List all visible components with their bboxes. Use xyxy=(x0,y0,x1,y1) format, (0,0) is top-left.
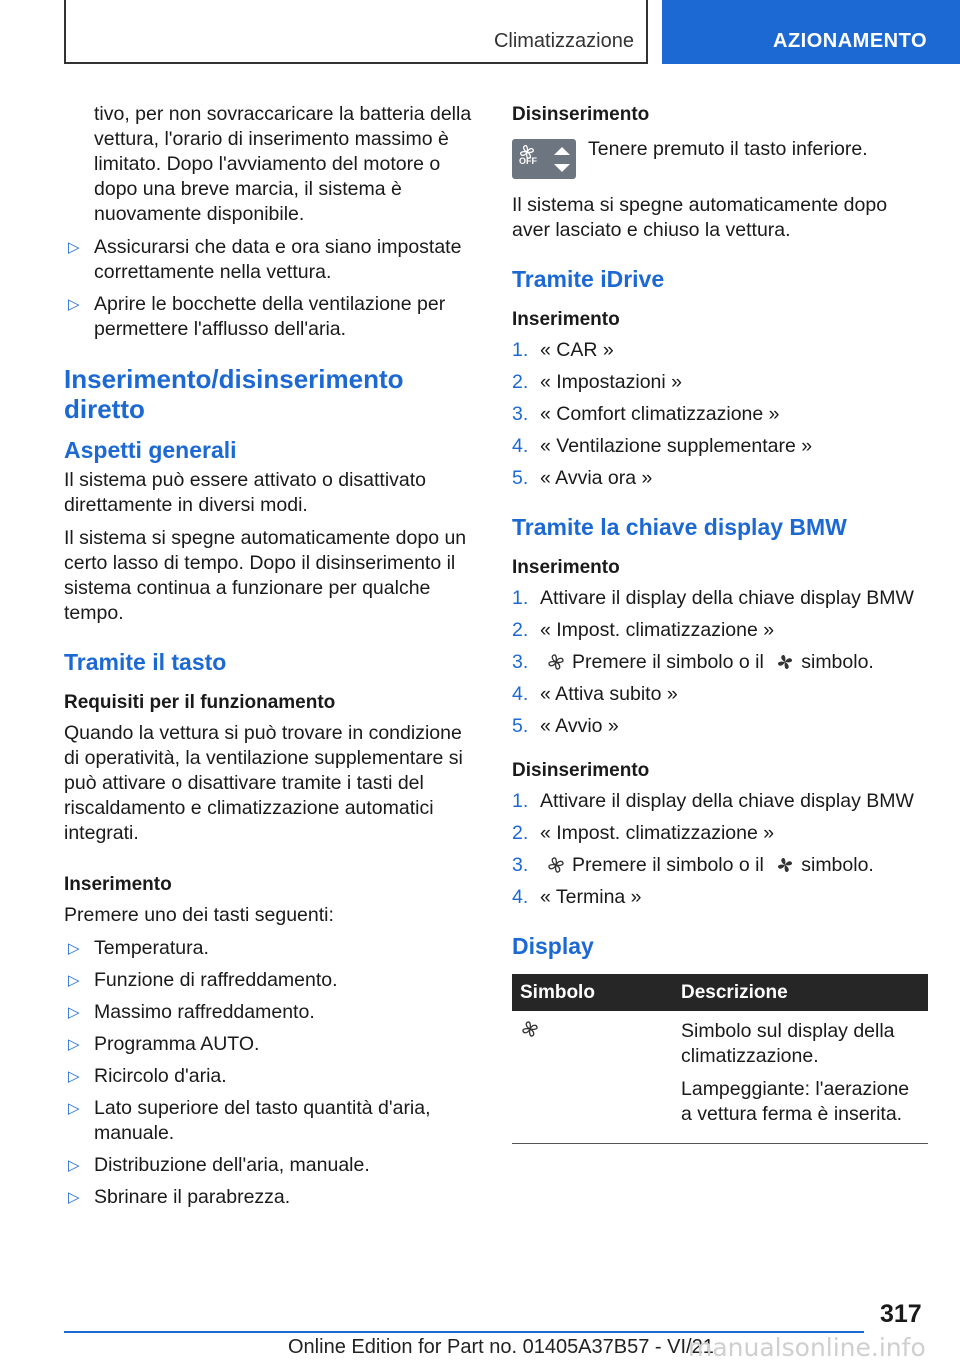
triangle-bullet-icon: ▷ xyxy=(68,239,80,256)
list-item: ▷ Distribuzione dell'aria, manuale. xyxy=(68,1154,370,1176)
list-item: ▷ Programma AUTO. xyxy=(68,1033,260,1055)
symbol-table xyxy=(512,974,928,1144)
triangle-bullet-icon: ▷ xyxy=(68,1004,80,1021)
arrow-up-icon xyxy=(554,147,570,155)
heading-display: Display xyxy=(512,933,594,959)
table-cell-description: Simbolo sul display della climatizzazione. Lampeggiante: l'aerazione a vettura ferma è inserita. xyxy=(673,1011,928,1144)
heading-key-on: Inserimento xyxy=(512,557,620,578)
key-off-steps xyxy=(512,789,928,910)
list-item: 3. Premere il simbolo o il simbolo. xyxy=(512,651,874,673)
key-on-steps xyxy=(512,586,928,739)
heading-switch-on: Inserimento xyxy=(64,874,172,895)
triangle-bullet-icon: ▷ xyxy=(68,1036,80,1053)
list-item: 4. « Attiva subito » xyxy=(512,683,678,705)
heading-general: Aspetti generali xyxy=(64,437,237,463)
requirements-list xyxy=(64,235,480,342)
list-item: ▷ Lato superiore del tasto quantità d'aria, manuale. xyxy=(68,1097,431,1144)
general-paragraph-1: Il sistema può essere attivato o disattivato direttamente in diversi modi. xyxy=(64,469,427,516)
table-cell-symbol xyxy=(512,1011,673,1144)
list-item: 1. « CAR » xyxy=(512,339,614,361)
switch-off-paragraph: Il sistema si spegne automaticamente dopo aver lasciato e chiuso la vettura. xyxy=(512,194,888,241)
fan-off-button-icon xyxy=(512,139,576,179)
list-item: 4. « Termina » xyxy=(512,886,642,908)
list-item: 2. « Impostazioni » xyxy=(512,371,682,393)
off-label: OFF xyxy=(519,156,537,166)
arrow-down-icon xyxy=(554,164,570,172)
list-item: 2. « Impost. climatizzazione » xyxy=(512,619,775,641)
triangle-bullet-icon: ▷ xyxy=(68,296,80,313)
off-key-text: Tenere premuto il tasto inferiore. xyxy=(588,138,868,160)
idrive-steps xyxy=(512,338,928,491)
fan-filled-icon xyxy=(775,855,795,875)
triangle-bullet-icon: ▷ xyxy=(68,1068,80,1085)
table-row xyxy=(512,1011,928,1144)
keys-list xyxy=(64,936,480,1210)
list-item: 3. Premere il simbolo o il simbolo. xyxy=(512,854,874,876)
list-item: ▷ Sbrinare il parabrezza. xyxy=(68,1186,291,1208)
intro-paragraph: tivo, per non sovraccaricare la batteria della vettura, l'orario di inserimento massimo è limitato. Dopo l'avviamento del motore o dopo una breve marcia, il sistema è nuovamente disponibile. xyxy=(94,103,472,225)
list-item: 4. « Ventilazione supplementare » xyxy=(512,435,813,457)
list-item: 2. « Impost. climatizzazione » xyxy=(512,822,775,844)
heading-direct: Inserimento/disinserimento diretto xyxy=(64,364,404,424)
fan-icon xyxy=(520,1019,540,1039)
list-item: 5. « Avvia ora » xyxy=(512,467,653,489)
list-item: 5. « Avvio » xyxy=(512,715,619,737)
triangle-bullet-icon: ▷ xyxy=(68,1157,80,1174)
fan-filled-icon xyxy=(775,652,795,672)
footer-edition: Online Edition for Part no. 01405A37B57 - VI/21 xyxy=(288,1336,714,1358)
heading-key-off: Disinserimento xyxy=(512,760,650,781)
fan-icon xyxy=(546,652,566,672)
heading-display-key: Tramite la chiave display BMW xyxy=(512,514,847,540)
fan-icon xyxy=(546,855,566,875)
triangle-bullet-icon: ▷ xyxy=(68,1189,80,1206)
heading-idrive-on: Inserimento xyxy=(512,309,620,330)
list-item: ▷ Assicurarsi che data e ora siano impostate correttamente nella vettura. xyxy=(68,236,462,283)
triangle-bullet-icon: ▷ xyxy=(68,940,80,957)
list-item: 3. « Comfort climatizzazione » xyxy=(512,403,780,425)
list-item: ▷ Ricircolo d'aria. xyxy=(68,1065,227,1087)
list-item: ▷ Temperatura. xyxy=(68,937,209,959)
page-number: 317 xyxy=(880,1300,922,1328)
heading-idrive: Tramite iDrive xyxy=(512,266,665,292)
left-column xyxy=(64,102,480,1217)
heading-button: Tramite il tasto xyxy=(64,649,227,675)
right-column xyxy=(512,102,928,1144)
list-item: ▷ Aprire le bocchette della ventilazione per permettere l'afflusso dell'aria. xyxy=(68,293,446,340)
list-item: 1. Attivare il display della chiave display BMW xyxy=(512,790,914,812)
header-chapter-title: AZIONAMENTO xyxy=(773,30,928,52)
triangle-bullet-icon: ▷ xyxy=(68,972,80,989)
list-item: 1. Attivare il display della chiave display BMW xyxy=(512,587,914,609)
table-header-description: Descrizione xyxy=(673,974,928,1011)
heading-requirements: Requisiti per il funzionamento xyxy=(64,692,336,713)
switch-on-paragraph: Premere uno dei tasti seguenti: xyxy=(64,904,334,926)
table-header-row xyxy=(512,974,928,1011)
heading-switch-off: Disinserimento xyxy=(512,104,650,125)
list-item: ▷ Massimo raffreddamento. xyxy=(68,1001,315,1023)
watermark-site: manualsonline.info xyxy=(688,1333,926,1362)
table-header-symbol: Simbolo xyxy=(512,974,673,1011)
general-paragraph-2: Il sistema si spegne automaticamente dopo un certo lasso di tempo. Dopo il disinserimento il sistema continua a funzionare per qualche tempo. xyxy=(64,527,467,624)
list-item: ▷ Funzione di raffreddamento. xyxy=(68,969,338,991)
requirements-paragraph: Quando la vettura si può trovare in condizione di operatività, la ventilazione supplementare si può attivare o disattivare tramite i tasti del riscaldamento e climatizzazione automatici integrati. xyxy=(64,722,463,844)
triangle-bullet-icon: ▷ xyxy=(68,1100,80,1117)
header-section-title: Climatizzazione xyxy=(493,30,634,52)
header-section-box xyxy=(64,0,648,64)
header-chapter-box xyxy=(662,0,960,64)
